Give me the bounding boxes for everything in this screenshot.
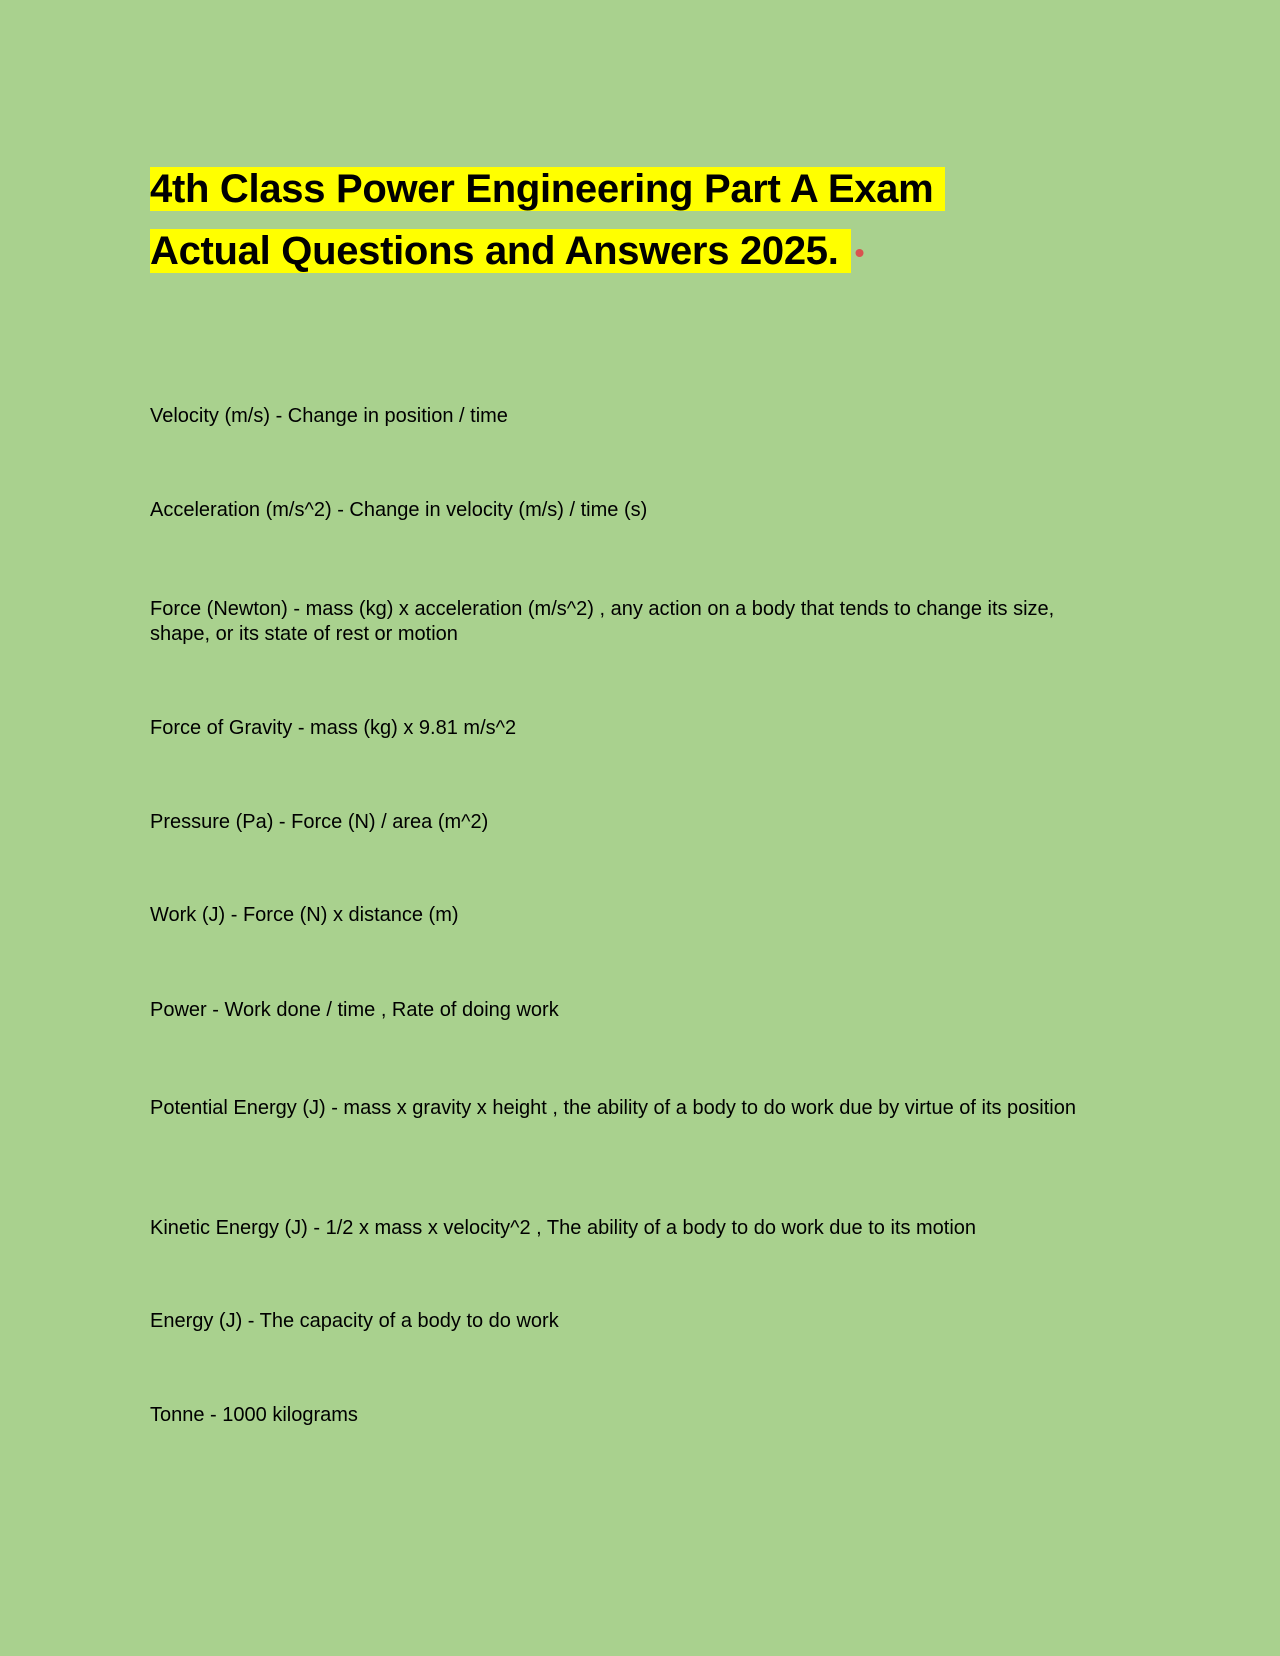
definition-force-of-gravity: Force of Gravity - mass (kg) x 9.81 m/s^2 <box>150 717 517 739</box>
definition-pressure: Pressure (Pa) - Force (N) / area (m^2) <box>150 811 489 833</box>
definition-velocity: Velocity (m/s) - Change in position / time <box>150 405 508 427</box>
title-line-1: 4th Class Power Engineering Part A Exam <box>150 167 945 211</box>
document-title <box>150 158 1110 284</box>
definition-power: Power - Work done / time , Rate of doing work <box>150 999 559 1021</box>
definition-acceleration: Acceleration (m/s^2) - Change in velocity (m/s) / time (s) <box>150 499 648 521</box>
definition-tonne: Tonne - 1000 kilograms <box>150 1404 358 1426</box>
cursor-mark-icon: • <box>854 237 865 269</box>
definition-kinetic-energy: Kinetic Energy (J) - 1/2 x mass x velocity^2 , The ability of a body to do work due to its motion <box>150 1217 977 1239</box>
definition-potential-energy: Potential Energy (J) - mass x gravity x height , the ability of a body to do work due by virtue of its position <box>150 1097 1076 1119</box>
definition-work: Work (J) - Force (N) x distance (m) <box>150 904 459 926</box>
definition-force: Force (Newton) - mass (kg) x acceleration (m/s^2) , any action on a body that tends to change its size, shape, or its state of rest or motion <box>150 598 1055 645</box>
definition-energy: Energy (J) - The capacity of a body to do work <box>150 1310 559 1332</box>
title-line-2: Actual Questions and Answers 2025. <box>150 229 851 273</box>
